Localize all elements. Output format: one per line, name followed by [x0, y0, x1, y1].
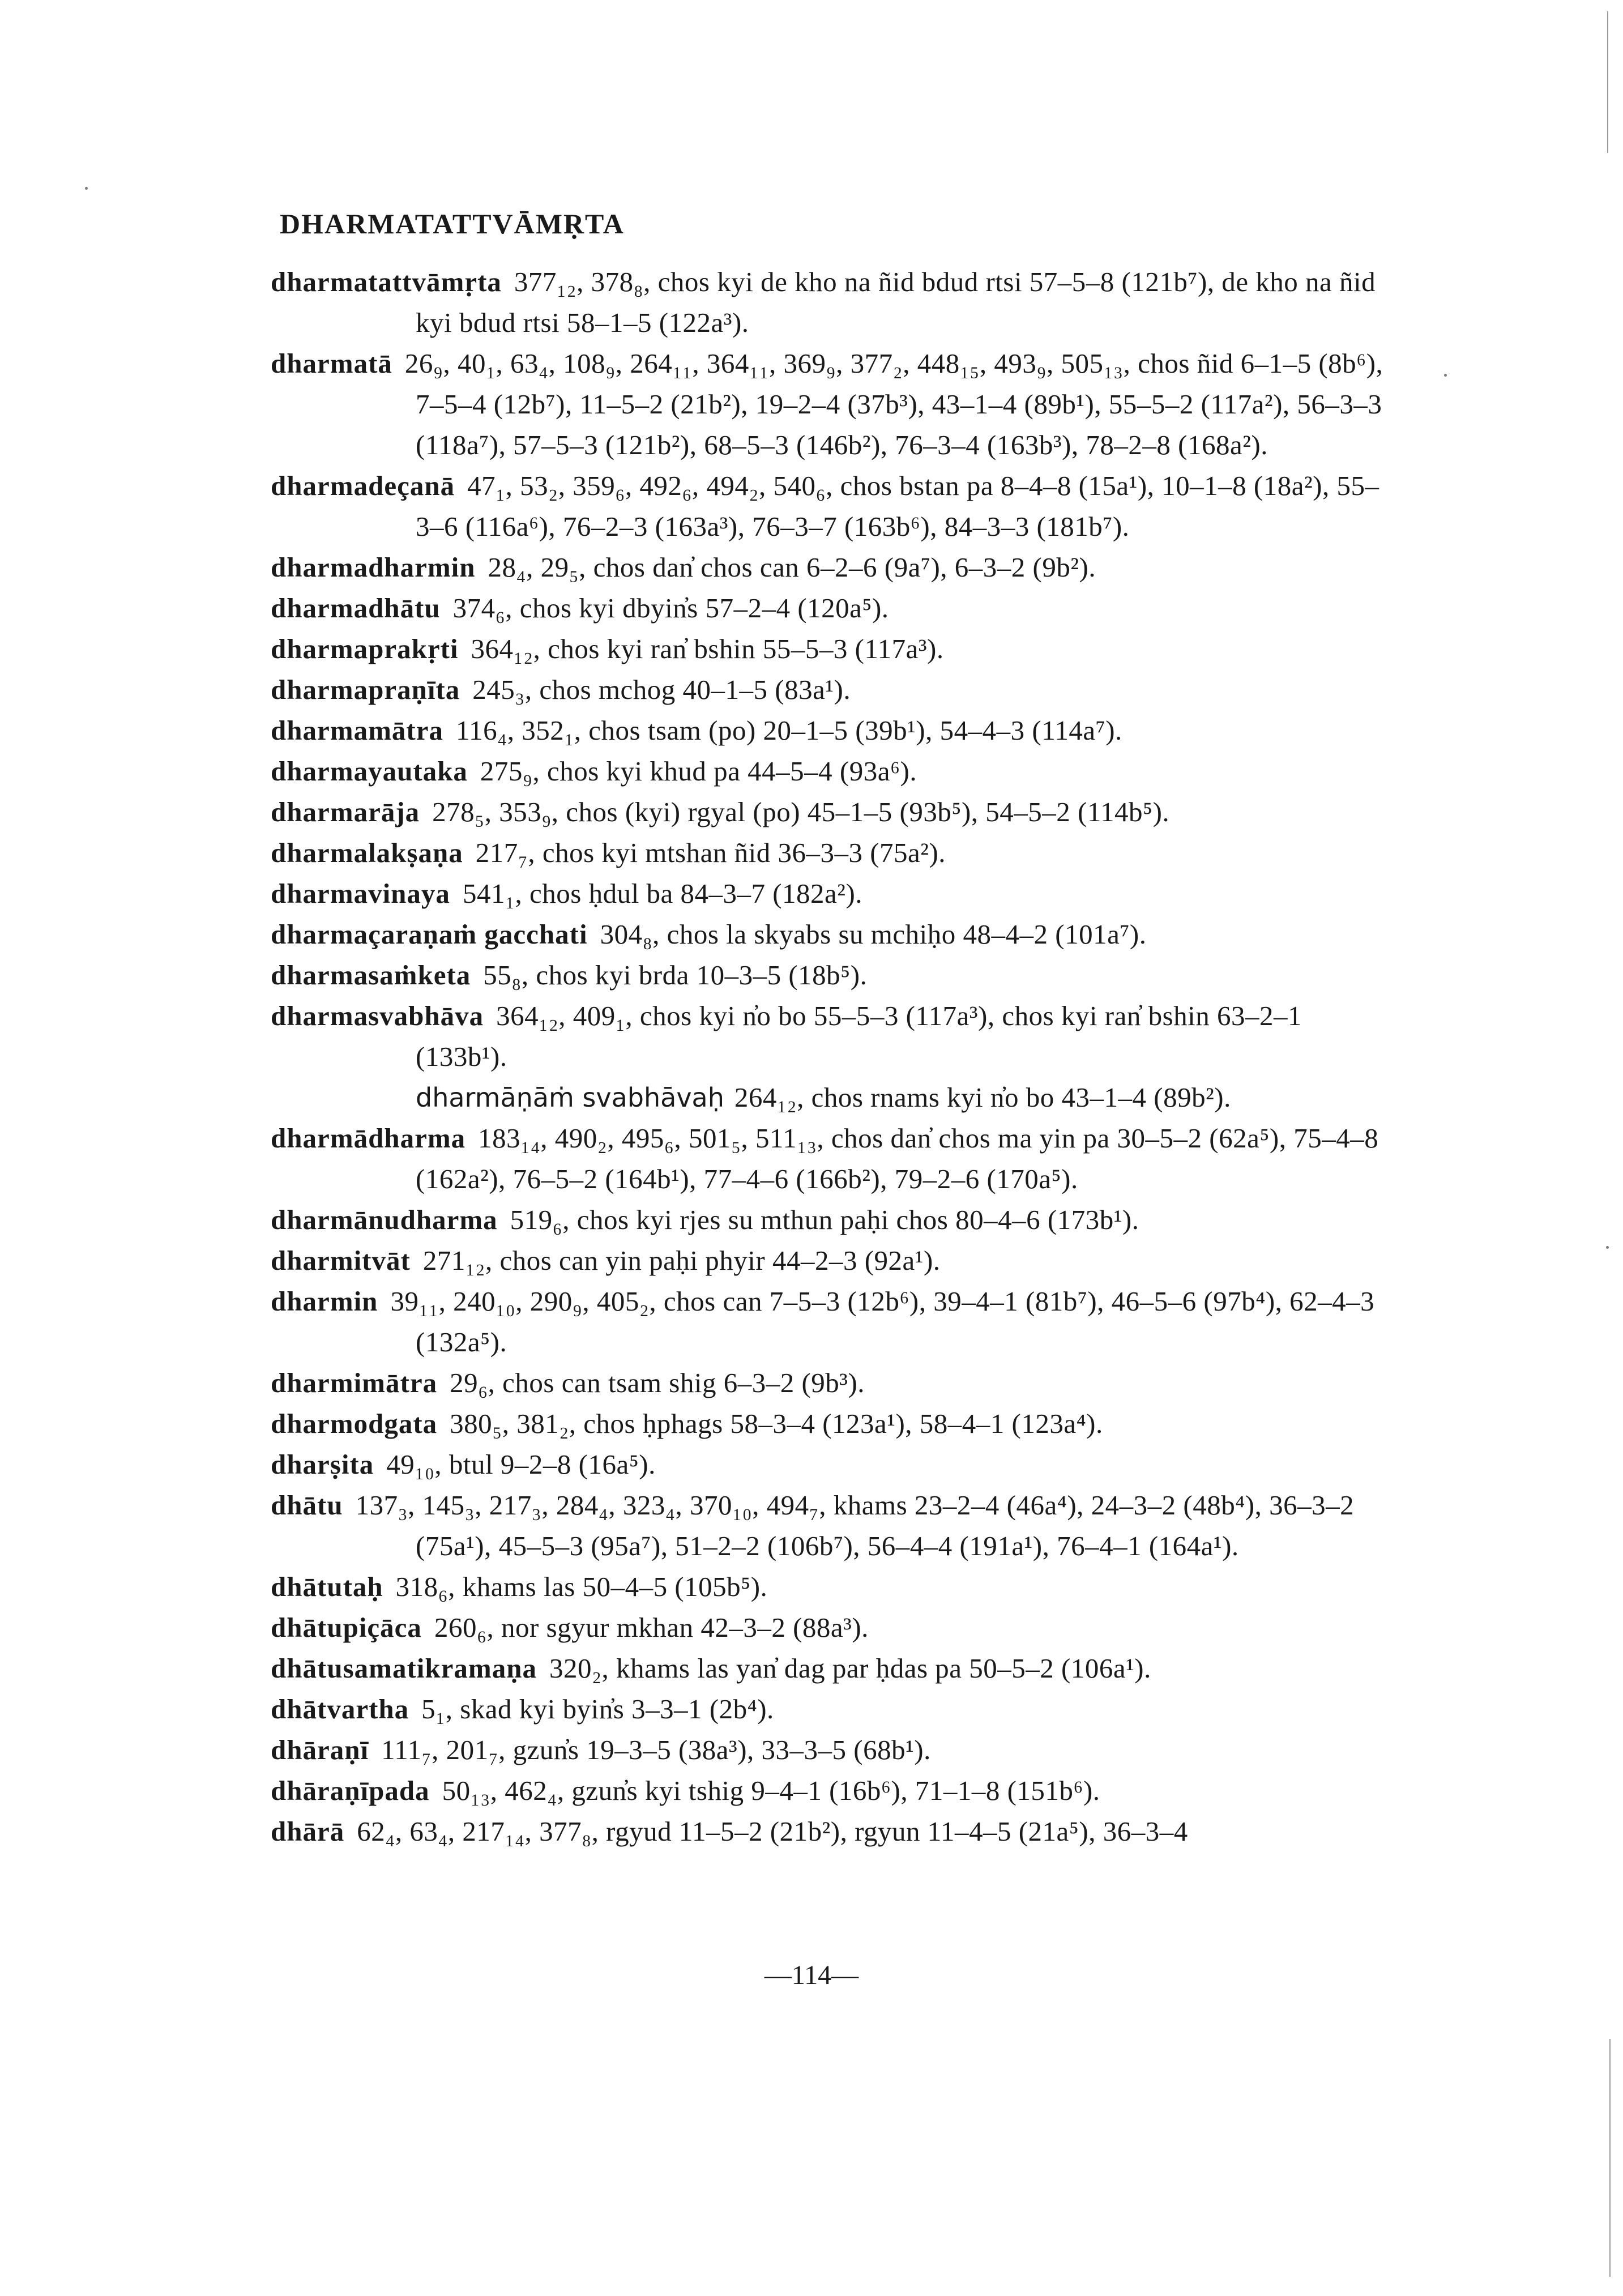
entry-headword: dhātutaḥ [271, 1571, 383, 1602]
entry-list [271, 262, 1385, 1852]
entry-headword: dharmadhātu [271, 592, 441, 624]
entry-references: 26₉, 40₁, 63₄, 108₉, 264₁₁, 364₁₁, 369₉, 377₂, 448₁₅, 493₉, 505₁₃, chos ñid 6–1–5 (8b⁶), 7–5–4 (12b⁷), 11–5–2 (21b²), 19–2–4 (37b³), 43–1–4 (89b¹), 55–5–2 (117a²), 56–3–3 (118a⁷), 57–5–3 (121b²), 68–5–3 (146b²), 76–3–4 (163b³), 78–2–8 (168a²). [404, 348, 1383, 460]
dictionary-entry [271, 751, 1385, 792]
entry-references: 28₄, 29₅, chos dan̓ chos can 6–2–6 (9a⁷), 6–3–2 (9b²). [488, 552, 1096, 583]
entry-headword: dhāraṇī [271, 1734, 369, 1765]
entry-headword: dharmasaṁketa [271, 959, 471, 991]
dictionary-entry [271, 1444, 1385, 1485]
dictionary-entry [271, 996, 1385, 1077]
dictionary-entry [271, 1648, 1385, 1689]
entry-references: 62₄, 63₄, 217₁₄, 377₈, rgyud 11–5–2 (21b²), rgyun 11–4–5 (21a⁵), 36–3–4 [357, 1816, 1188, 1847]
entry-headword: dharmaprakṛti [271, 633, 459, 664]
entry-headword: dhārā [271, 1816, 345, 1847]
entry-headword: dharmānudharma [271, 1204, 498, 1235]
dictionary-entry [271, 669, 1385, 710]
entry-references: 5₁, skad kyi byin̓s 3–3–1 (2b⁴). [421, 1693, 774, 1725]
entry-headword: dharmodgata [271, 1408, 438, 1439]
entry-headword: dharmitvāt [271, 1245, 411, 1276]
entry-references: 29₆, chos can tsam shig 6–3–2 (9b³). [450, 1367, 865, 1398]
entry-references: 137₃, 145₃, 217₃, 284₄, 323₄, 370₁₀, 494₇, khams 23–2–4 (46a⁴), 24–3–2 (48b⁴), 36–3–2 (75a¹), 45–5–3 (95a⁷), 51–2–2 (106b⁷), 56–4–4 (191a¹), 76–4–1 (164a¹). [355, 1490, 1355, 1561]
scan-speck [85, 187, 88, 190]
dictionary-entry [271, 1403, 1385, 1444]
dictionary-entry [271, 588, 1385, 629]
entry-references: 264₁₂, chos rnams kyi n̓o bo 43–1–4 (89b²). [734, 1082, 1231, 1113]
entry-headword: dharmadeçanā [271, 470, 455, 501]
entry-references: 278₅, 353₉, chos (kyi) rgyal (po) 45–1–5 (93b⁵), 54–5–2 (114b⁵). [432, 796, 1170, 827]
dictionary-entry [271, 1567, 1385, 1607]
entry-references: 217₇, chos kyi mtshan ñid 36–3–3 (75a²). [475, 837, 946, 868]
entry-references: 318₆, khams las 50–4–5 (105b⁵). [395, 1571, 768, 1602]
page-number: —114— [764, 1960, 859, 1990]
dictionary-entry [271, 955, 1385, 996]
entry-references: 374₆, chos kyi dbyin̓s 57–2–4 (120a⁵). [452, 592, 889, 624]
entry-references: 245₃, chos mchog 40–1–5 (83a¹). [472, 674, 851, 705]
entry-references: 47₁, 53₂, 359₆, 492₆, 494₂, 540₆, chos bstan pa 8–4–8 (15a¹), 10–1–8 (18a²), 55–3–6 (116a⁶), 76–2–3 (163a³), 76–3–7 (163b⁶), 84–3–3 (181b⁷). [416, 470, 1379, 542]
entry-headword: dhāraṇīpada [271, 1775, 430, 1806]
entry-references: 111₇, 201₇, gzun̓s 19–3–5 (38a³), 33–3–5 (68b¹). [381, 1734, 931, 1765]
entry-headword: dharmin [271, 1286, 378, 1317]
dictionary-entry [271, 914, 1385, 955]
entry-references: 183₁₄, 490₂, 495₆, 501₅, 511₁₃, chos dan̓ chos ma yin pa 30–5–2 (62a⁵), 75–4–8 (162a²), 76–5–2 (164b¹), 77–4–6 (166b²), 79–2–6 (170a⁵). [416, 1123, 1379, 1194]
dictionary-entry [271, 1200, 1385, 1240]
entry-headword: dharmavinaya [271, 878, 450, 909]
entry-references: 116₄, 352₁, chos tsam (po) 20–1–5 (39b¹), 54–4–3 (114a⁷). [455, 715, 1122, 746]
entry-references: 380₅, 381₂, chos ḥphags 58–3–4 (123a¹), 58–4–1 (123a⁴). [450, 1408, 1103, 1439]
dictionary-entry [271, 1363, 1385, 1403]
entry-references: 541₁, chos ḥdul ba 84–3–7 (182a²). [462, 878, 863, 909]
dictionary-entry [271, 1281, 1385, 1363]
scan-speck [1444, 374, 1447, 377]
entry-references: 49₁₀, btul 9–2–8 (16a⁵). [386, 1449, 656, 1480]
scan-edge-line [1607, 11, 1608, 153]
entry-headword: dhātvartha [271, 1693, 409, 1725]
entry-headword: dharmamātra [271, 715, 443, 746]
entry-references: 364₁₂, 409₁, chos kyi n̓o bo 55–5–3 (117a³), chos kyi ran̓ bshin 63–2–1 (133b¹). [416, 1000, 1302, 1072]
entry-headword: dharmādharma [271, 1123, 466, 1154]
entry-references: 364₁₂, chos kyi ran̓ bshin 55–5–3 (117a³). [471, 633, 944, 664]
entry-headword: dhātusamatikramaṇa [271, 1653, 537, 1684]
dictionary-entry [271, 262, 1385, 343]
entry-headword: dharmasvabhāva [271, 1000, 484, 1031]
entry-headword: dharmimātra [271, 1367, 438, 1398]
dictionary-entry [271, 466, 1385, 547]
dictionary-entry [271, 629, 1385, 669]
dictionary-entry [271, 710, 1385, 751]
scan-speck [1606, 1246, 1609, 1249]
entry-headword: dharmaçaraṇaṁ gacchati [271, 919, 588, 950]
entry-headword: dhātu [271, 1490, 343, 1521]
dictionary-entry [271, 833, 1385, 873]
dictionary-entry [271, 1689, 1385, 1730]
dictionary-entry [271, 343, 1385, 466]
dictionary-entry [271, 1118, 1385, 1200]
entry-references: 320₂, khams las yan̓ dag par ḥdas pa 50–5–2 (106a¹). [549, 1653, 1151, 1684]
entry-references: 519₆, chos kyi rjes su mthun paḥi chos 80–4–6 (173b¹). [510, 1204, 1139, 1235]
entry-references: 55₈, chos kyi brda 10–3–5 (18b⁵). [483, 959, 868, 991]
dictionary-entry [271, 1811, 1385, 1852]
entry-headword: dharmarāja [271, 796, 420, 827]
entry-references: 39₁₁, 240₁₀, 290₉, 405₂, chos can 7–5–3 (12b⁶), 39–4–1 (81b⁷), 46–5–6 (97b⁴), 62–4–3 (132a⁵). [390, 1286, 1375, 1358]
entry-references: 271₁₂, chos can yin paḥi phyir 44–2–3 (92a¹). [422, 1245, 941, 1276]
entry-headword: dhātupiçāca [271, 1612, 422, 1643]
entry-references: 304₈, chos la skyabs su mchiḥo 48–4–2 (101a⁷). [600, 919, 1147, 950]
entry-headword: dharmāṇāṁ svabhāvaḥ [416, 1082, 724, 1113]
dictionary-entry [271, 1607, 1385, 1648]
running-head: DHARMATATTVĀMṚTA [280, 208, 625, 240]
scan-edge-line [1609, 2039, 1611, 2277]
entry-references: 275₉, chos kyi khud pa 44–5–4 (93a⁶). [480, 756, 917, 787]
dictionary-entry [271, 1240, 1385, 1281]
entry-headword: dharmatattvāmṛta [271, 266, 502, 297]
dictionary-entry [271, 1077, 1385, 1118]
dictionary-entry [271, 1770, 1385, 1811]
entry-headword: dharmalakṣaṇa [271, 837, 463, 868]
dictionary-entry [271, 547, 1385, 588]
entry-headword: dharmayautaka [271, 756, 468, 787]
entry-headword: dharmadharmin [271, 552, 476, 583]
entry-headword: dharmatā [271, 348, 392, 379]
dictionary-entry [271, 1485, 1385, 1567]
entry-headword: dharṣita [271, 1449, 374, 1480]
entry-references: 260₆, nor sgyur mkhan 42–3–2 (88a³). [434, 1612, 869, 1643]
dictionary-entry [271, 792, 1385, 833]
entry-headword: dharmapraṇīta [271, 674, 460, 705]
entry-references: 50₁₃, 462₄, gzun̓s kyi tshig 9–4–1 (16b⁶), 71–1–8 (151b⁶). [442, 1775, 1100, 1806]
dictionary-entry [271, 873, 1385, 914]
entry-references: 377₁₂, 378₈, chos kyi de kho na ñid bdud rtsi 57–5–8 (121b⁷), de kho na ñid kyi bdud rtsi 58–1–5 (122a³). [416, 266, 1376, 338]
dictionary-entry [271, 1730, 1385, 1770]
